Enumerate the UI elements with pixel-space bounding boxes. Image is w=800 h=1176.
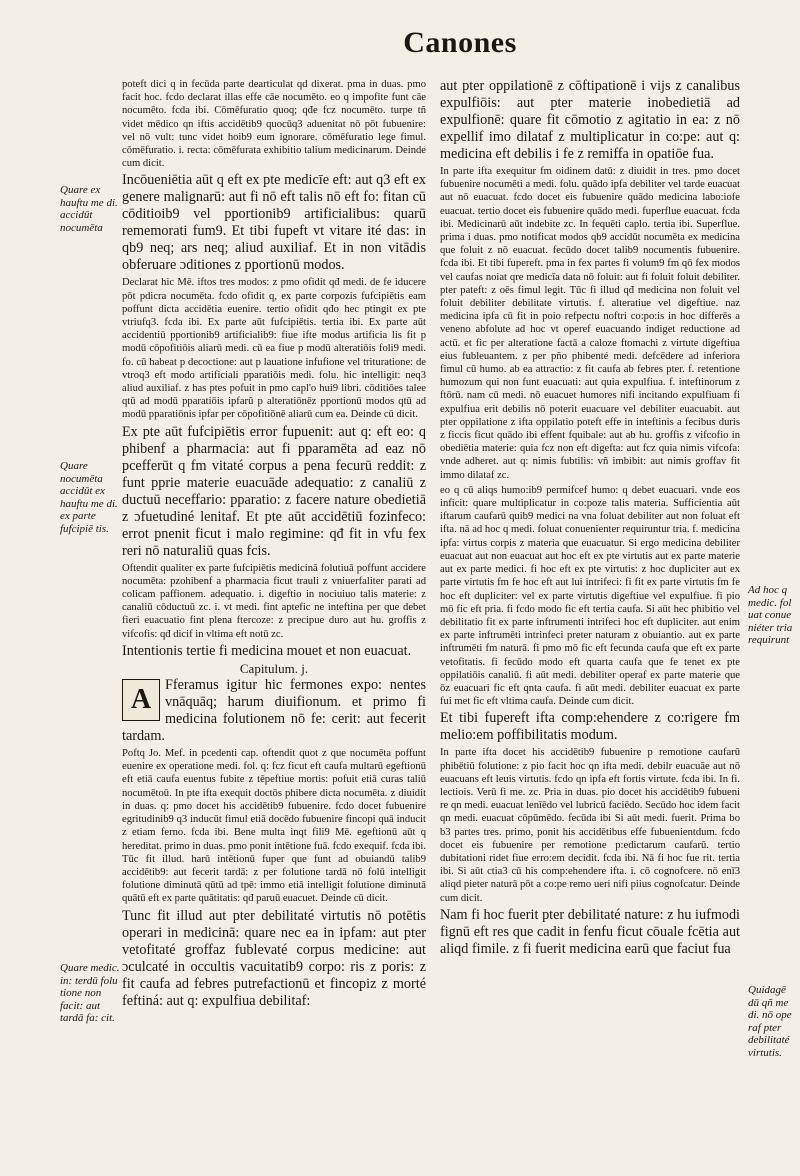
paragraph-cue: Deinde cū dicit.: [320, 893, 388, 905]
commentary-paragraph: In parte ifta docet his accidētib9 fubuenire p remotione caufarū phibētiū folutione: z pio facit hoc qn ifta medi. debilr euacuāe aut nō euacuans eft leuis virtutis. fcdo qn ipfa eft fortis virtute. fcda ibi. In fi. lectiois. Verū fi me. zc. Pria in duas. pio docet his accidētib9 fubueni re qn medi. euacuat lenīēdo vel lubricū faciēdo. Secūdo hoc idem facit qn medi. euacuat cōpūmēdo. fecūda ibi Si aūt medi. fuerit. Prima bo b3 partes tres. primo, ponit his accidētibus effe fubuenientdum. fcdo docet eis fubuenire per remotione p:edictarum caufarū. tertio dubitationi ridet fiue erro:em decidit. fcda ibi. Nā fi hoc fue rit. tertia ibi. Si aūt ctia3 cū his comp:ehendere ifta. i. cō cognofcere. nō enī3 aliqd pieter naturā pōt a co:pe remo ueri nifi piius cognofcatur. Deinde cum dicit.: [440, 747, 740, 904]
canon-text-paragraph: Nam fi hoc fuerit pter debilitaté nature: z hu iufmodi fignū eft res que cadit in fenfu ficut cōuale fcētia aut aliqd fimile. z fi fuerit medicina earū que faciut fua: [440, 906, 740, 957]
commentary-paragraph: In parte ifta exequitur fm oidinem datū: z diuidit in tres. pmo docet fubuenire nocumēti a medi. folu. quādo ipfa debiliter vel tarde euacuat aut nō euacuat. fcdo docet eis fubuenire quādo medicina labo:iofe euacuat. tertio docet eis fubuenire quādo medi. fuperflue euacuat. fcda ibi. Medicinarū aūt indebite zc. In fequēti caplo. tertia ibi. Superflue. prima i duas. pmo notificat modos qb9 accidūt nocumēta ex medicina que foluit z nō euacuat. fecūdo docet talib9 nocumentis fubuenire. fcda ibi. Et tibi fupereft. pma in fex partes fi volum9 fm qō fex modos vel caufas noiat qre medicīa data nō foluit: aut fi foluit foluit debiliter. pter pateft: z oēs fimul legit. Tūc fi illud qđ medicina non foluit vel foluit debiliter debilitate virtutis. f. alteratiue vel digeftiue. naz medicina ipfa cū fit in poio refpectu noftri co:po:is in hoc differēs a veneno abfolute ad hoc vt operef euacuando indiget reductione ad actū. et fic per alteratione factā a caloze ftomachi z virtute digeftiua eius fubleuantem. z per pño phibenté medi. defcēdere ad inferiora fimul cū humo. ab ea attractio: z fit caufa ab febres pter. f. retentione humozum qui non funt euacuati: aut quia expulfiua. f. inteftinorum z ftōrū. nam cū medi. nō euacuet humores nifi incitando expulfiuam fi expulfiua erit debilis nō poterit euacuare vel debiliter euacuabit. aut pter oppilatione z ifta oppilatio poteft effe in inteftinis a fecibus duris z ficcis ficut quādo ibi effent fquibale: aut ab hu. groffis z vifcofio in obediētia materie: quia fcz non eft digefta: aut fcz quia nimis vifcofa: vnde adheret. aut q: nimis fubtilis: vñ imbibit: aut nimis groffav fit immo dilataf zc.: [440, 166, 740, 481]
canon-text-paragraph: aut pter oppilationē z cōftipationē i vijs z canalibus expulfiōis: aut pter materie inobedietiā ad expulfionē: quare fit cōmotio z agitatio in ea: z nō expellif imo dilataf z multiplicatur in co:pe: aut q: medicina eft debilis i fe z remiffa in opatiōe fua.: [440, 78, 740, 162]
margin-note-right-1: Ad hoc q medic. fol uat conue niéter tria requirunt: [748, 584, 793, 646]
commentary-paragraph: poteft dici q in fecūda parte dearticulat qd dixerat. pma in duas. pmo facit hoc. fcdo declarat illas effe cāe nocumēto. eo q impofite funt cāe nocumēto. fcda ibi. Cōmēfuratio quoq; qđe fcz nocumēto. turpe tñ videt mēdico qn iftis accidētib9 quocūq3 aduenitat nō pōt fubuenire: vel nō vult: tunc videt hoib9 eum ignorare. cōmēfuratio lege fimul. cōmēfuratio. i. recta: cōmēfurata exhibitio talium medicinarum. Deinde cum dicit.: [122, 79, 426, 170]
canon-text-paragraph: Et tibi fupereft ifta comp:ehendere z co:rigere fm melio:em poffibilitatis modum.: [440, 710, 740, 744]
paragraph-cue: Deinde cum dicit.: [558, 696, 635, 708]
canon-text-paragraph: Incōueniētia aūt q eft ex pte medicīe eft: aut q3 eft ex genere malignarū: aut fi nō eft talis nō eft fo: fitan cū cōditioib9 vel pportionib9 artificialibus: quarū rememorati fum9. Et tibi fupeft vt vitare ité das: in qb9 neq; ars neq; aliud auxiliaf. Et in non vitādis obferuare ɔditiones z pportionū modos.: [122, 172, 426, 274]
commentary-paragraph: Declarat hic Mē. iftos tres modos: z pmo ofidit qđ medi. de fe iducere pōt pdicra nocumēta. fcdo ofidit q, ex parte corpozis fufcipiētis eam poffunt dicta accidētia euenire. tertio ofidit qđo hec ptingit ex pte vtriufq3. fcda ibi. Ex parte aūt fufcipiētis. tertia ibi. Ex parte aūt accidentiū pportionib9 artificialib9: fiue ifte modus artificia lis fit p modū cōpofitiōis aliarū medi. cū ea fiue p modū alteratiōis foli9 medi. fo. cū habeat p decoctione: aut p lauatione infufione vel trituratione: de vtroq3 eft modo artificiali pparatiōis medi. folu. hic intelligit: neq3 aliud auxiliaf. z has ptes pofuit in pmo capl'o hui9 libri. cōditiōes talee qtū ad modū pparatiōis ipfarū p alteratiōnēz pportionū modos qtū ad modū pparatiōnis ipfar per cōpofitiōnē aliarū cum ea. Deinde cū dicit.: [122, 277, 426, 421]
running-header-title: Canones: [403, 26, 517, 59]
chapter-heading: Capitulum. j.: [239, 660, 309, 676]
commentary-paragraph: Oftendit qualiter ex parte fufcipiētis medicinā folutiuā poffunt accidere nocumēta: pzohibenf a pharmacia ficut trauli z vniuerfaliter parati ad colicam paffionem. adequatio. i. digeftio in nociuiuo talis materie: z canaliū cōductuū zc. i. vt medi. fint aptefic ne inteftina per que debet fieri euacuatio fint plena ftercoze: z precipue duro aut hu. groffis z vifcofis: qđ dicif in vltima eft notū zc.: [122, 562, 426, 640]
margin-note-right-2: Quidagē dū qñ me di. nō ope raf pter debilitaté virtutis.: [748, 984, 792, 1059]
canon-text-paragraph: Tunc fit illud aut pter debilitaté virtutis nō potētis operari in medicinā: quare nec ea in ipfam: aut pter vetofitaté groffaz fublevaté corpus medicine: aut ɔculcaté in occultis vacuitatib9 corpo: ris z poris: z fit caufa ad febres putrefactionū et fincopiz z morté feftiná: aut q: expulfiua debilitaf:: [122, 907, 426, 1009]
paragraph-cue: Deinde cū dicit.: [350, 409, 418, 421]
section-heading: Intentionis tertie fi medicina mouet et non euacuat.: [122, 642, 412, 659]
canon-text-paragraph: A Fferamus igitur hic fermones expo: nentes vnāquāq; harum diuifionum. et primo fi medicina folutionem nō fe: cerit: aut fecerit tardam.: [122, 677, 426, 745]
canon-text-paragraph: Ex pte aūt fufcipiētis error fupuenit: aut q: eft eo: q phibenf a pharmacia: aut fi pparamēta ad eaz nō pcefferūt q fm vitaté corpus a pena fecurū reddit: z funt pprie materie euacuāde adequatio: z canaliū z ductuū neceffario: pparatio: z facere nature obedietiā z ɔfuetudiné lenitaf. Et pte aūt accidētiū fozinfeco: errot pnenit ficut i malo regimine: qđ fit in vfu fex reri nō naturaliū quas fcis.: [122, 423, 426, 559]
decorated-initial: A: [122, 679, 160, 721]
margin-note-left-1: Quare ex hauftu me di. accidūt nocumēta: [60, 184, 118, 234]
left-text-column: [122, 78, 426, 1012]
margin-note-left-3: Quare medic. in: terdū folu tione non facit: aut tardā fa: cit.: [60, 962, 120, 1024]
right-text-column: [440, 78, 740, 960]
paragraph-cue: Deinde cum dicit.: [122, 145, 426, 170]
paragraph-cue: Deinde cum dicit.: [440, 879, 740, 904]
commentary-paragraph: eo q cū aliqs humo:ib9 permifcef humo: q debet euacuari. vnde eos inficit: quare multiplicatur in co:poze talis materia. Sufficientia aūt iftarum caufarū quib9 medici na vna foluat debiliter aut non foluat eft ifta. nā ad hoc q medi. foluat conuenienter requiruntur tria. f. medicina ipfa: virtus corpis z materia que euacuatur. Si ergo medicina debiliter euacuat aut non euacuat aut hoc eft ex pte virtutis aut ex parte materie aut ex parte medici. fi hoc eft ex pte virtutis: z hoc dupliciter aut ex parte virtutis fm fe hoc eft aut lui intrifeci: fi fit ex parte virtutis fm fe hoc eft dupliciter: vel ex parte virtutis digeftiue vel expulfiue. fi pio mō fic eft pria. fi fcdo modo fic eft tertia caufa. Si aūt hec phibitio vel debilitatio fit ex parte inftrumenti intrifeci hoc eft dupliciter. aut enim ex parte inftrumēti intrinfeci preter naturam z obuiantio. aut ex parte inftrumēti fm naturā. fi pmo mō fic eft fecunda caufa que eft ex parte vetofitatis. fi fecūdo modo eft quarta caufa que fe tenet ex pte oppilatiōis canaliū. fi aūt medi. debiliter operaf ex parte materie que ōz euacuari fic eft qnta caufa. fi aūt medi. debiliter euacuat ex parte fui met fic eft vltima caufa. Deinde cum dicit.: [440, 484, 740, 708]
commentary-paragraph: Poftq Jo. Mef. in pcedenti cap. oftendit quot z que nocumēta poffunt euenire ex operatione medi. fol. q: fcz ficut eft caufa multarū egeftionū eft etiā caufa euentus fubite z tēpeftiue mortis: pofuit etiā curas taliū nocumētoū. In pte ifta exequit doctōs phibere dicta nocumēta. z diuidit in duas. q: pmo docet his accidētib9 fubuenire. fcdo docet fubuenire egritudinib9 q3 inducūt fimul etiā docēdo fubuenire fincopi quā inducit z etiam ferno. fcda ibi. Bene multa inqt fili9 Mē. egeftionū aūt q hereditat. primo in duas. pmo ponit intētione fuā. fcdo exequif. fcda ibi. Tūc fit illud. harū intētionū fuper que funt ad obuiandū talib9 accidētib9: aut fecerit tardā: z per folutione tardā nō folū intelligit folutione diminutā qūtū ad tpē: immo etiā intelligit folutione diminutā quātū eft ex parte quātitatis: qđ paruū euacuet. Deinde cū dicit.: [122, 748, 426, 905]
margin-note-left-2: Quare nocumēta accidūt ex hauftu me di. ex parte fufcipiē tis.: [60, 460, 118, 535]
